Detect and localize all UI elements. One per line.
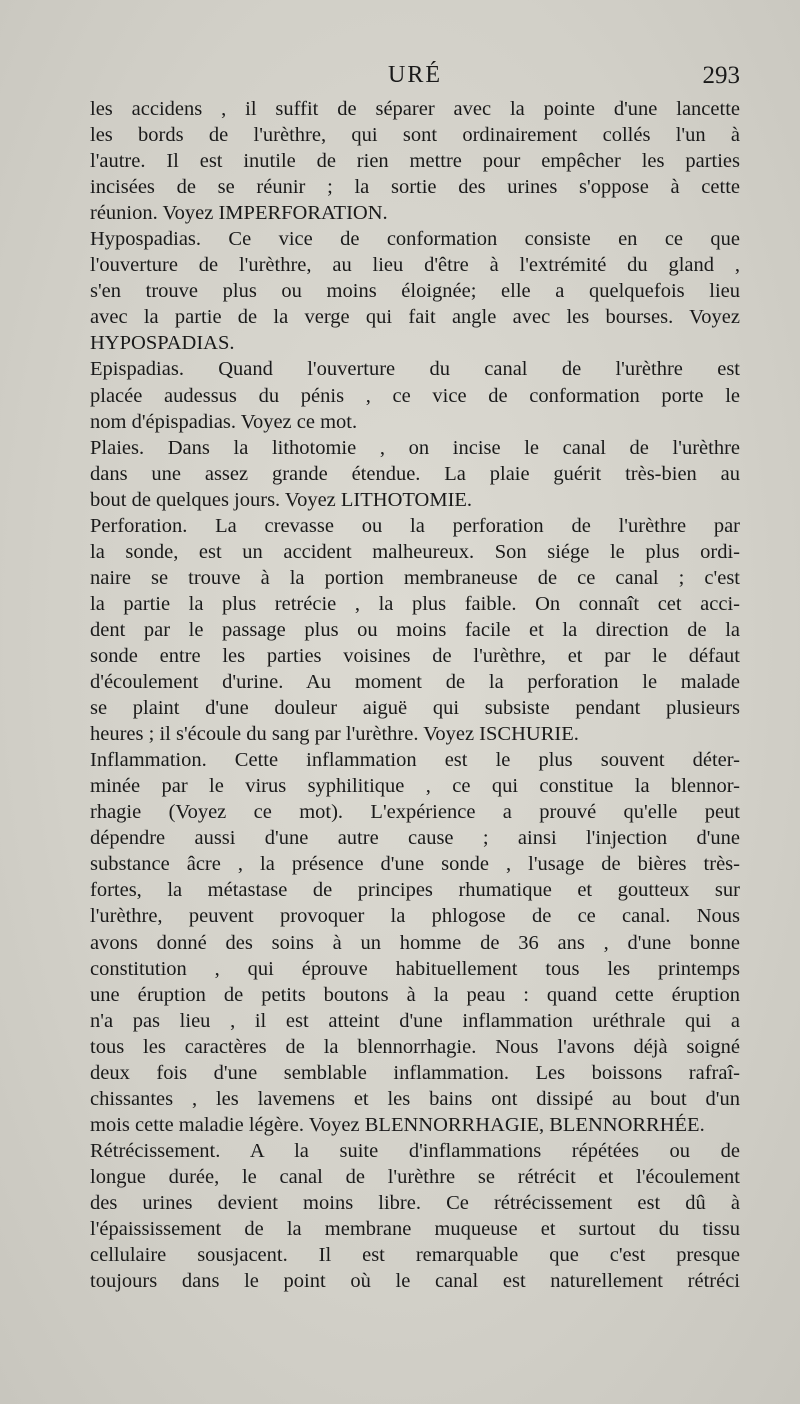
text-line: s'en trouve plus ou moins éloignée; elle a quelquefois lieu (90, 280, 740, 303)
text-line: Rétrécissement. A la suite d'inflammations répétées ou de (90, 1139, 740, 1162)
text-line: une éruption de petits boutons à la peau : quand cette éruption (90, 983, 740, 1006)
text-line: substance âcre , la présence d'une sonde , l'usage de bières très- (90, 853, 740, 876)
text-line: avec la partie de la verge qui fait angle avec les bourses. Voyez (90, 306, 740, 329)
text-line: les accidens , il suffit de séparer avec la pointe d'une lancette (90, 98, 740, 120)
text-line: naire se trouve à la portion membraneuse de ce canal ; c'est (90, 566, 740, 589)
text-line: réunion. Voyez IMPERFORATION. (90, 202, 388, 225)
text-line: dans une assez grande étendue. La plaie guérit très-bien au (90, 462, 740, 485)
text-line: Epispadias. Quand l'ouverture du canal de l'urèthre est (90, 358, 740, 381)
text-line: dent par le passage plus ou moins facile et la direction de la (90, 618, 740, 641)
text-line: Hypospadias. Ce vice de conformation consiste en ce que (90, 228, 740, 251)
text-line: bout de quelques jours. Voyez LITHOTOMIE. (90, 488, 473, 511)
text-line: Inflammation. Cette inflammation est le plus souvent déter- (90, 749, 740, 772)
text-line: nom d'épispadias. Voyez ce mot. (90, 410, 358, 433)
text-line: avons donné des soins à un homme de 36 ans , d'une bonne (90, 931, 740, 954)
text-line: minée par le virus syphilitique , ce qui constitue la blennor- (90, 775, 740, 798)
text-line: la sonde, est un accident malheureux. Son siége le plus ordi- (90, 540, 740, 563)
text-line: les bords de l'urèthre, qui sont ordinairement collés l'un à (90, 124, 740, 147)
text-line: se plaint d'une douleur aiguë qui subsiste pendant plusieurs (90, 697, 740, 720)
text-line: n'a pas lieu , il est atteint d'une inflammation uréthrale qui a (90, 1009, 740, 1032)
text-line: l'épaississement de la membrane muqueuse et surtout du tissu (90, 1218, 740, 1241)
page-number: 293 (702, 62, 740, 89)
text-line: l'autre. Il est inutile de rien mettre pour empêcher les parties (90, 150, 740, 173)
text-line: constitution , qui éprouve habituellement tous les printemps (90, 957, 740, 980)
text-line: Plaies. Dans la lithotomie , on incise le canal de l'urèthre (90, 436, 740, 459)
text-line: la partie la plus retrécie , la plus faible. On connaît cet acci- (90, 592, 740, 615)
text-line: l'urèthre, peuvent provoquer la phlogose de ce canal. Nous (90, 905, 740, 928)
text-line: heures ; il s'écoule du sang par l'urèthre. Voyez ISCHURIE. (90, 723, 579, 746)
text-line: deux fois d'une semblable inflammation. Les boissons rafraî- (90, 1061, 740, 1084)
text-line: Perforation. La crevasse ou la perforation de l'urèthre par (90, 514, 740, 537)
page-body (90, 96, 740, 1294)
text-line: chissantes , les lavemens et les bains ont dissipé au bout d'un (90, 1087, 740, 1110)
text-line: longue durée, le canal de l'urèthre se rétrécit et l'écoulement (90, 1165, 740, 1188)
text-line: l'ouverture de l'urèthre, au lieu d'être à l'extrémité du gland , (90, 254, 740, 277)
text-line: tous les caractères de la blennorrhagie. Nous l'avons déjà soigné (90, 1035, 740, 1058)
text-line: fortes, la métastase de principes rhumatique et goutteux sur (90, 879, 740, 902)
text-line: des urines devient moins libre. Ce rétrécissement est dû à (90, 1191, 740, 1214)
text-line: sonde entre les parties voisines de l'urèthre, et par le défaut (90, 644, 740, 667)
text-line: mois cette maladie légère. Voyez BLENNORRHAGIE, BLENNORRHÉE. (90, 1113, 705, 1136)
text-line: incisées de se réunir ; la sortie des urines s'oppose à cette (90, 176, 740, 199)
text-line: toujours dans le point où le canal est naturellement rétréci (90, 1270, 740, 1293)
text-line: cellulaire sousjacent. Il est remarquable que c'est presque (90, 1244, 740, 1267)
running-head: URÉ (388, 62, 442, 88)
text-line: placée audessus du pénis , ce vice de conformation porte le (90, 384, 740, 407)
text-line: dépendre aussi d'une autre cause ; ainsi l'injection d'une (90, 827, 740, 850)
text-line: HYPOSPADIAS. (90, 332, 235, 355)
text-line: rhagie (Voyez ce mot). L'expérience a prouvé qu'elle peut (90, 801, 740, 824)
text-line: d'écoulement d'urine. Au moment de la perforation le malade (90, 671, 740, 694)
page-header (90, 62, 740, 96)
